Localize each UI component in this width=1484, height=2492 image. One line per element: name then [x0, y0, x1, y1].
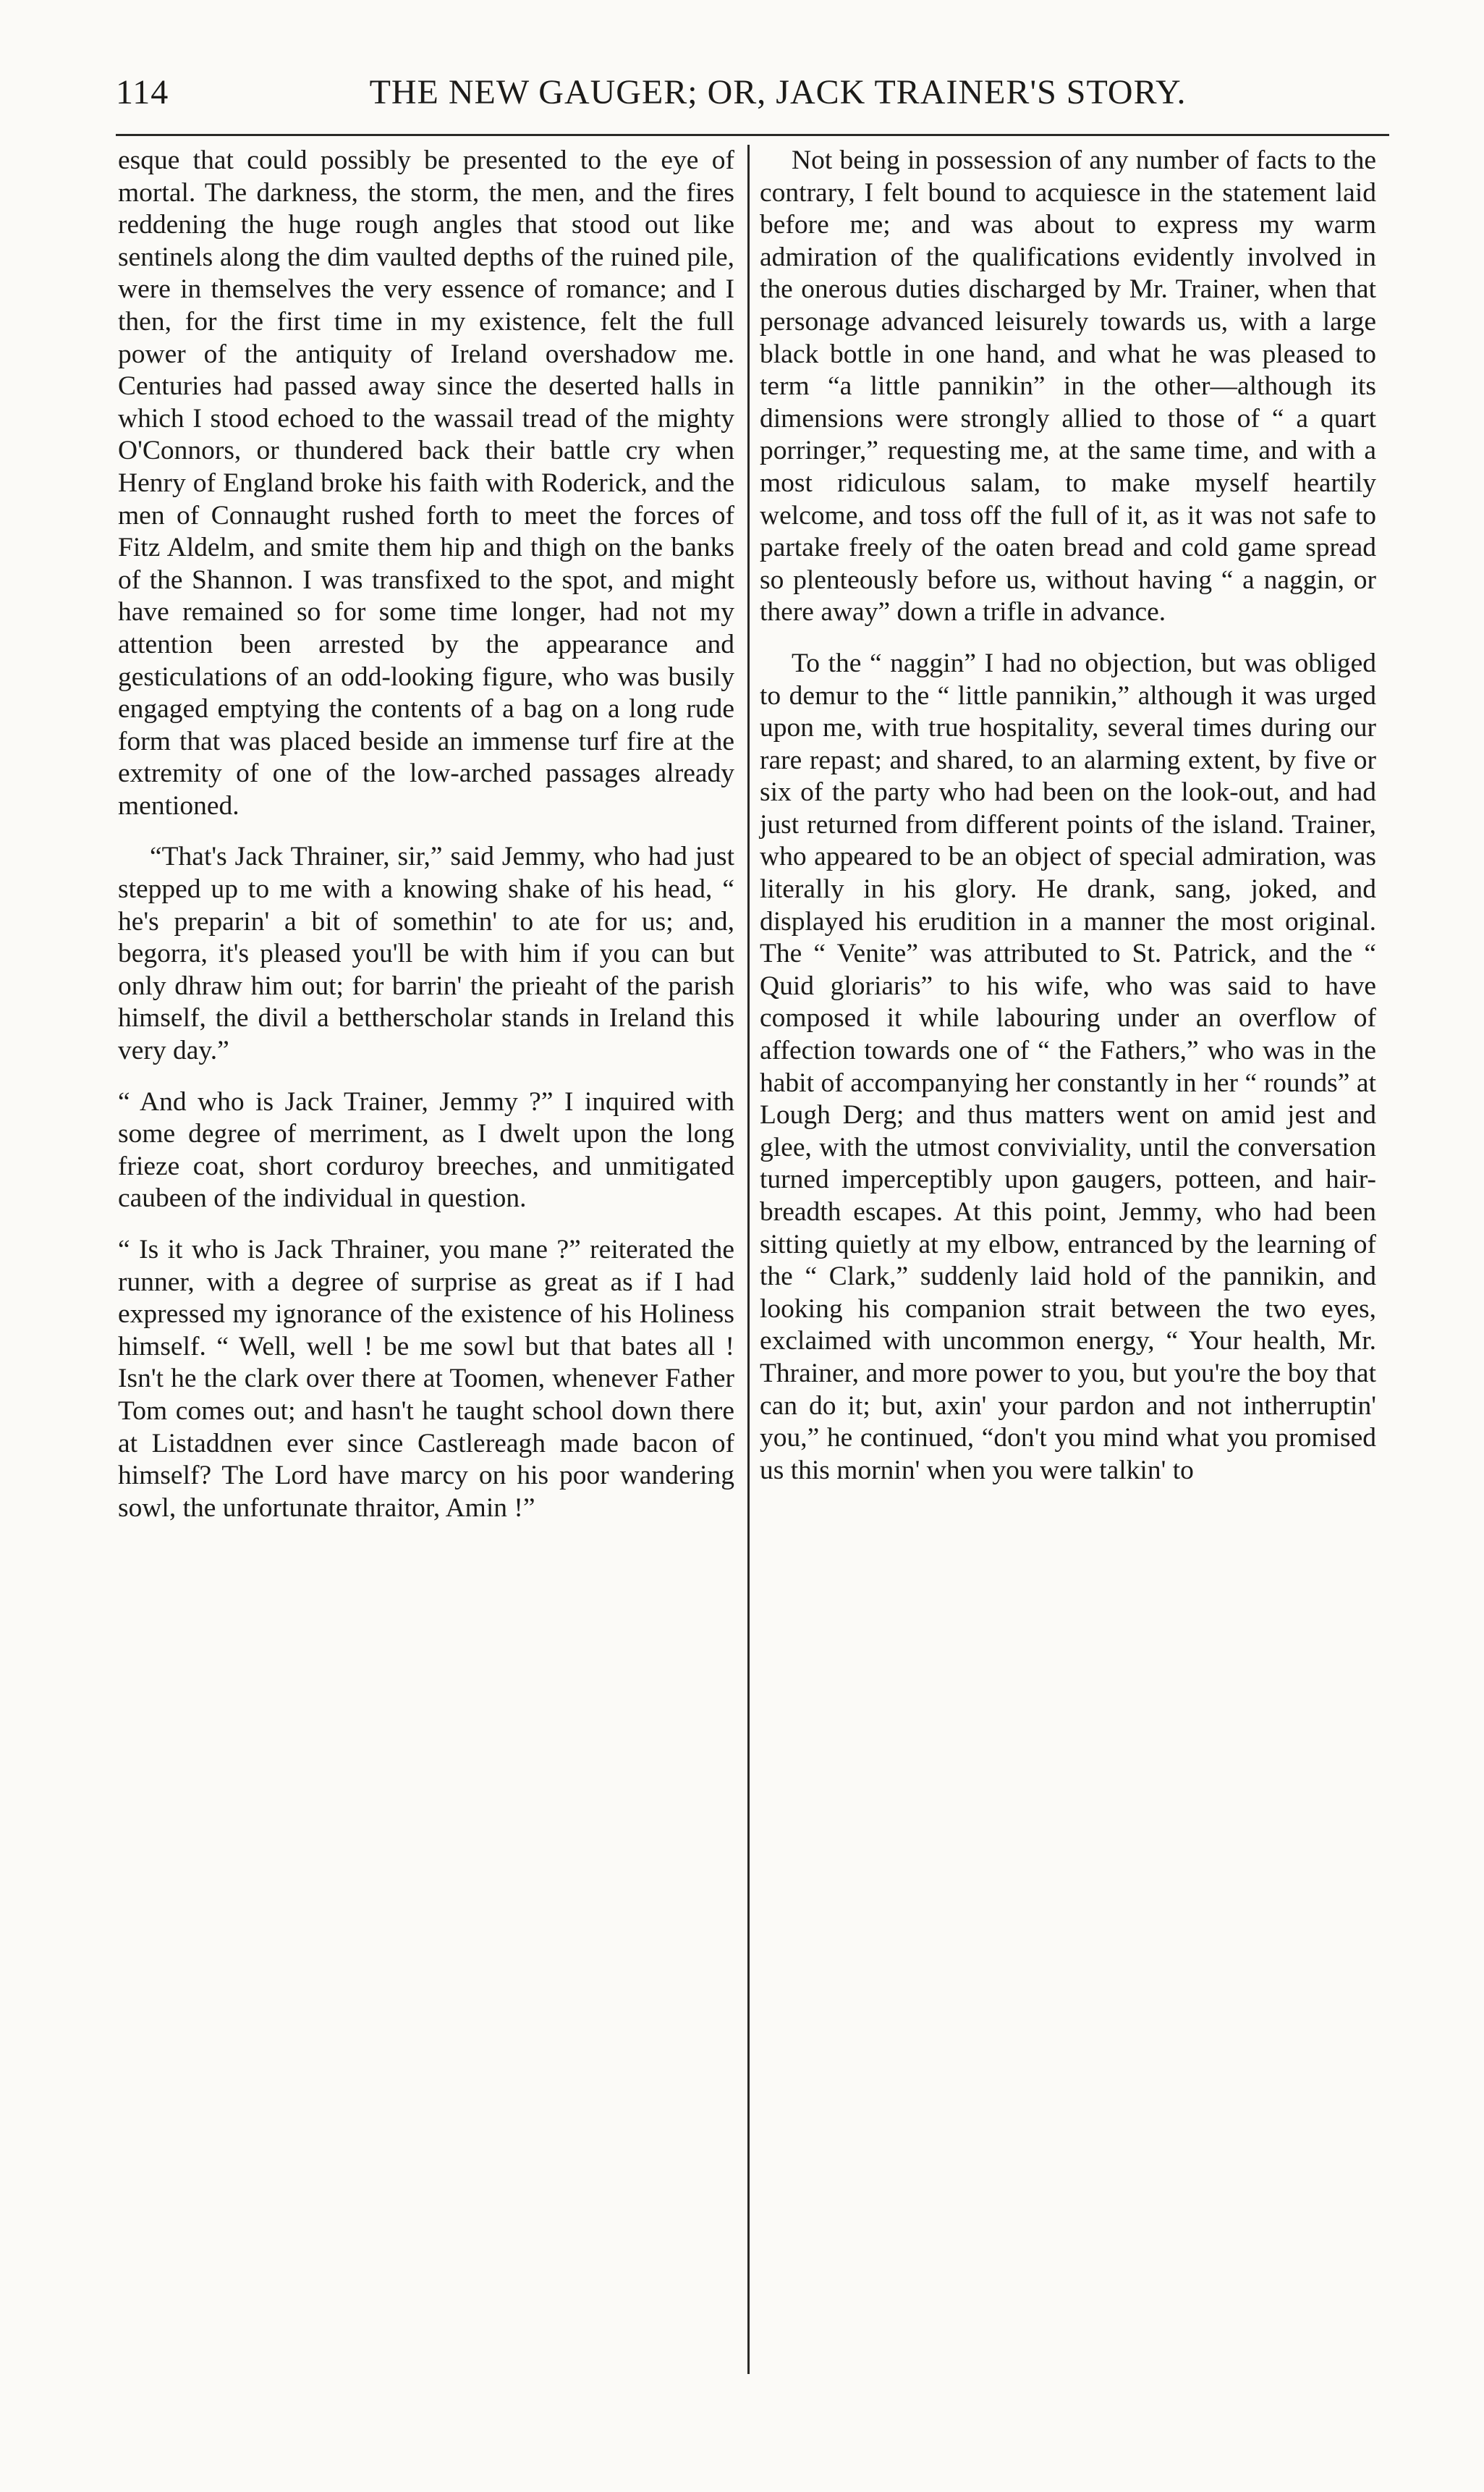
paragraph: “That's Jack Thrainer, sir,” said Jemmy, who had just stepped up to me with a knowing shake of his head, “ he's preparin' a bit of somethin' to ate for us; and, begorra, it's pleased you'll be with him if you can but only dhraw him out; for barrin' the prieaht of the parish himself, the divil a bettherscholar stands in Ireland this very day.” — [118, 842, 734, 1066]
header-rule — [116, 134, 1389, 136]
column-divider — [747, 145, 750, 2374]
left-column — [118, 145, 734, 1543]
page-header — [116, 72, 1389, 123]
paragraph: “ Is it who is Jack Thrainer, you mane ?” reiterated the runner, with a degree of surprise as great as if I had expressed my ignorance of the existence of his Holiness himself. “ Well, well ! be me sowl but that bates all ! Isn't he the clark over there at Toomen, whenever Father Tom comes out; and hasn't he taught school down there at Listaddnen ever since Castlereagh made bacon of himself? The Lord have marcy on his poor wandering sowl, the unfortunate thraitor, Amin !” — [118, 1235, 734, 1523]
running-title: THE NEW GAUGER; OR, JACK TRAINER'S STORY. — [369, 73, 1187, 111]
page-number: 114 — [116, 73, 169, 111]
right-column — [760, 145, 1376, 1505]
paragraph: Not being in possession of any number of facts to the contrary, I felt bound to acquiesce in the statement laid before me; and was about to express my warm admiration of the qualifications evidently involved in the onerous duties discharged by Mr. Trainer, when that personage advanced leisurely towards us, with a large black bottle in one hand, and what he was pleased to term “a little pannikin” in the other—although its dimensions were strongly allied to those of “ a quart porringer,” requesting me, at the same time, and with a most ridiculous salam, to make myself heartily welcome, and toss off the full of it, as it was not safe to partake freely of the oaten bread and cold game spread so plenteously before us, without having “ a naggin, or there away” down a trifle in advance. — [760, 145, 1376, 628]
paragraph: To the “ naggin” I had no objection, but was obliged to demur to the “ little pannikin,” although it was urged upon me, with true hospitality, several times during our rare repast; and shared, to an alarming extent, by five or six of the party who had been on the look-out, and had just returned from different points of the island. Trainer, who appeared to be an object of special admiration, was literally in his glory. He drank, sang, joked, and displayed his erudition in a manner the most original. The “ Venite” was attributed to St. Patrick, and the “ Quid gloriaris” to his wife, who was said to have composed it while labouring under an overflow of affection towards one of “ the Fathers,” who was in the habit of accompanying her constantly in her “ rounds” at Lough Derg; and thus matters went on amid jest and glee, with the utmost conviviality, until the conversation turned imperceptibly upon gaugers, potteen, and hair-breadth escapes. At this point, Jemmy, who had been sitting quietly at my elbow, entranced by the learning of the “ Clark,” suddenly laid hold of the pannikin, and looking his companion strait between the two eyes, exclaimed with uncommon energy, “ Your health, Mr. Thrainer, and more power to you, but you're the boy that can do it; but, axin' your pardon and not intherruptin' you,” he continued, “don't you mind what you promised us this mornin' when you were talkin' to — [760, 648, 1376, 1485]
paragraph: esque that could possibly be presented to the eye of mortal. The darkness, the storm, the men, and the fires reddening the huge rough angles that stood out like sentinels along the dim vaulted depths of the ruined pile, were in themselves the very essence of romance; and I then, for the first time in my existence, felt the full power of the antiquity of Ireland overshadow me. Centuries had passed away since the deserted halls in which I stood echoed to the wassail tread of the mighty O'Connors, or thundered back their battle cry when Henry of England broke his faith with Roderick, and the men of Connaught rushed forth to meet the forces of Fitz Aldelm, and smite them hip and thigh on the banks of the Shannon. I was transfixed to the spot, and might have remained so for some time longer, had not my attention been arrested by the appearance and gesticulations of an odd-looking figure, who was busily engaged emptying the contents of a bag on a long rude form that was placed beside an immense turf fire at the extremity of one of the low-arched passages already mentioned. — [118, 145, 734, 821]
paragraph: “ And who is Jack Trainer, Jemmy ?” I inquired with some degree of merriment, as I dwelt upon the long frieze coat, short corduroy breeches, and unmitigated caubeen of the individual in question. — [118, 1086, 734, 1214]
